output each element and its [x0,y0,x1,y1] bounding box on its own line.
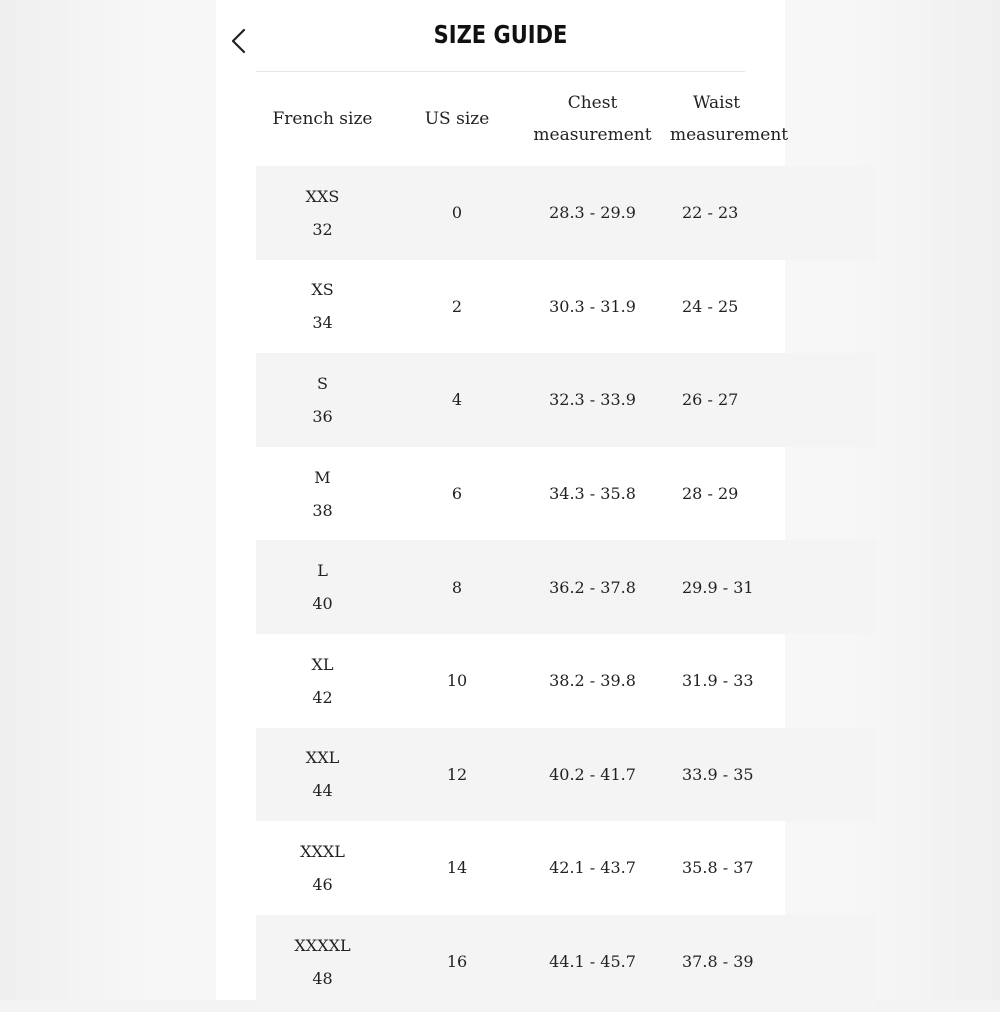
waist-cell: 29.9 - 31 [682,577,754,597]
us-size-cell: 4 [451,390,463,410]
french-size-number: 46 [312,874,333,894]
column-header-text: French size [272,109,373,129]
french-size-cell [256,260,389,354]
chest-cell: 34.3 - 35.8 [549,484,636,504]
size-table-viewport[interactable] [256,72,789,1012]
page-title: SIZE GUIDE [433,20,568,49]
table-row [256,821,876,915]
table-header-row [256,72,876,166]
table-row [256,728,876,822]
column-header-us-size [389,72,525,166]
french-size-letter: L [317,561,328,581]
us-size-cell: 14 [446,858,468,878]
chest-cell: 32.3 - 33.9 [549,390,636,410]
chest-cell: 40.2 - 41.7 [549,764,636,784]
column-header-text: measurement [533,125,652,145]
chest-cell: 28.3 - 29.9 [549,203,636,223]
table-row [256,260,876,354]
column-header-text: Waist [693,93,741,113]
french-size-number: 38 [312,500,333,520]
column-header-french-size [256,72,389,166]
table-row [256,634,876,728]
us-size-cell: 0 [451,203,463,223]
column-header-chest [525,72,660,166]
french-size-letter: XXXL [300,841,345,861]
us-size-cell: 2 [451,296,463,316]
table-row [256,447,876,541]
waist-cell: 24 - 25 [682,296,739,316]
table-row [256,540,876,634]
french-size-letter: XS [311,280,334,300]
french-size-letter: M [314,467,331,487]
french-size-cell [256,821,389,915]
waist-cell: 33.9 - 35 [682,764,754,784]
french-size-number: 40 [312,594,333,614]
column-header-text: measurement [670,125,789,145]
chest-cell: 36.2 - 37.8 [549,577,636,597]
french-size-number: 36 [312,406,333,426]
french-size-cell [256,634,389,728]
table-row [256,353,876,447]
chevron-left-icon [224,22,254,60]
french-size-letter: XXXXL [294,935,351,955]
french-size-letter: S [317,373,328,393]
chest-cell: 42.1 - 43.7 [549,858,636,878]
french-size-cell [256,166,389,260]
french-size-cell [256,447,389,541]
french-size-number: 42 [312,687,333,707]
waist-cell: 22 - 23 [682,203,739,223]
header [216,0,785,72]
chest-cell: 30.3 - 31.9 [549,296,636,316]
french-size-number: 48 [312,968,333,988]
waist-cell: 35.8 - 37 [682,858,754,878]
waist-cell: 28 - 29 [682,484,739,504]
waist-cell: 31.9 - 33 [682,671,754,691]
column-header-waist [660,72,876,166]
french-size-cell [256,353,389,447]
us-size-cell: 16 [446,952,468,972]
size-guide-screen [216,0,789,1000]
column-header-text: Chest [567,93,618,113]
french-size-cell [256,915,389,1009]
french-size-letter: XL [311,654,334,674]
table-row [256,915,876,1009]
waist-cell: 37.8 - 39 [682,952,754,972]
us-size-cell: 6 [451,484,463,504]
french-size-number: 34 [312,313,333,333]
us-size-cell: 12 [446,764,468,784]
french-size-number: 32 [312,219,333,239]
chest-cell: 38.2 - 39.8 [549,671,636,691]
size-table [256,72,876,1008]
french-size-cell [256,728,389,822]
french-size-letter: XXS [305,186,340,206]
chest-cell: 44.1 - 45.7 [549,952,636,972]
french-size-letter: XXL [305,748,340,768]
us-size-cell: 10 [446,671,468,691]
us-size-cell: 8 [451,577,463,597]
french-size-number: 44 [312,781,333,801]
column-header-text: US size [424,109,490,129]
french-size-cell [256,540,389,634]
back-button[interactable] [224,22,254,60]
waist-cell: 26 - 27 [682,390,739,410]
table-row [256,166,876,260]
